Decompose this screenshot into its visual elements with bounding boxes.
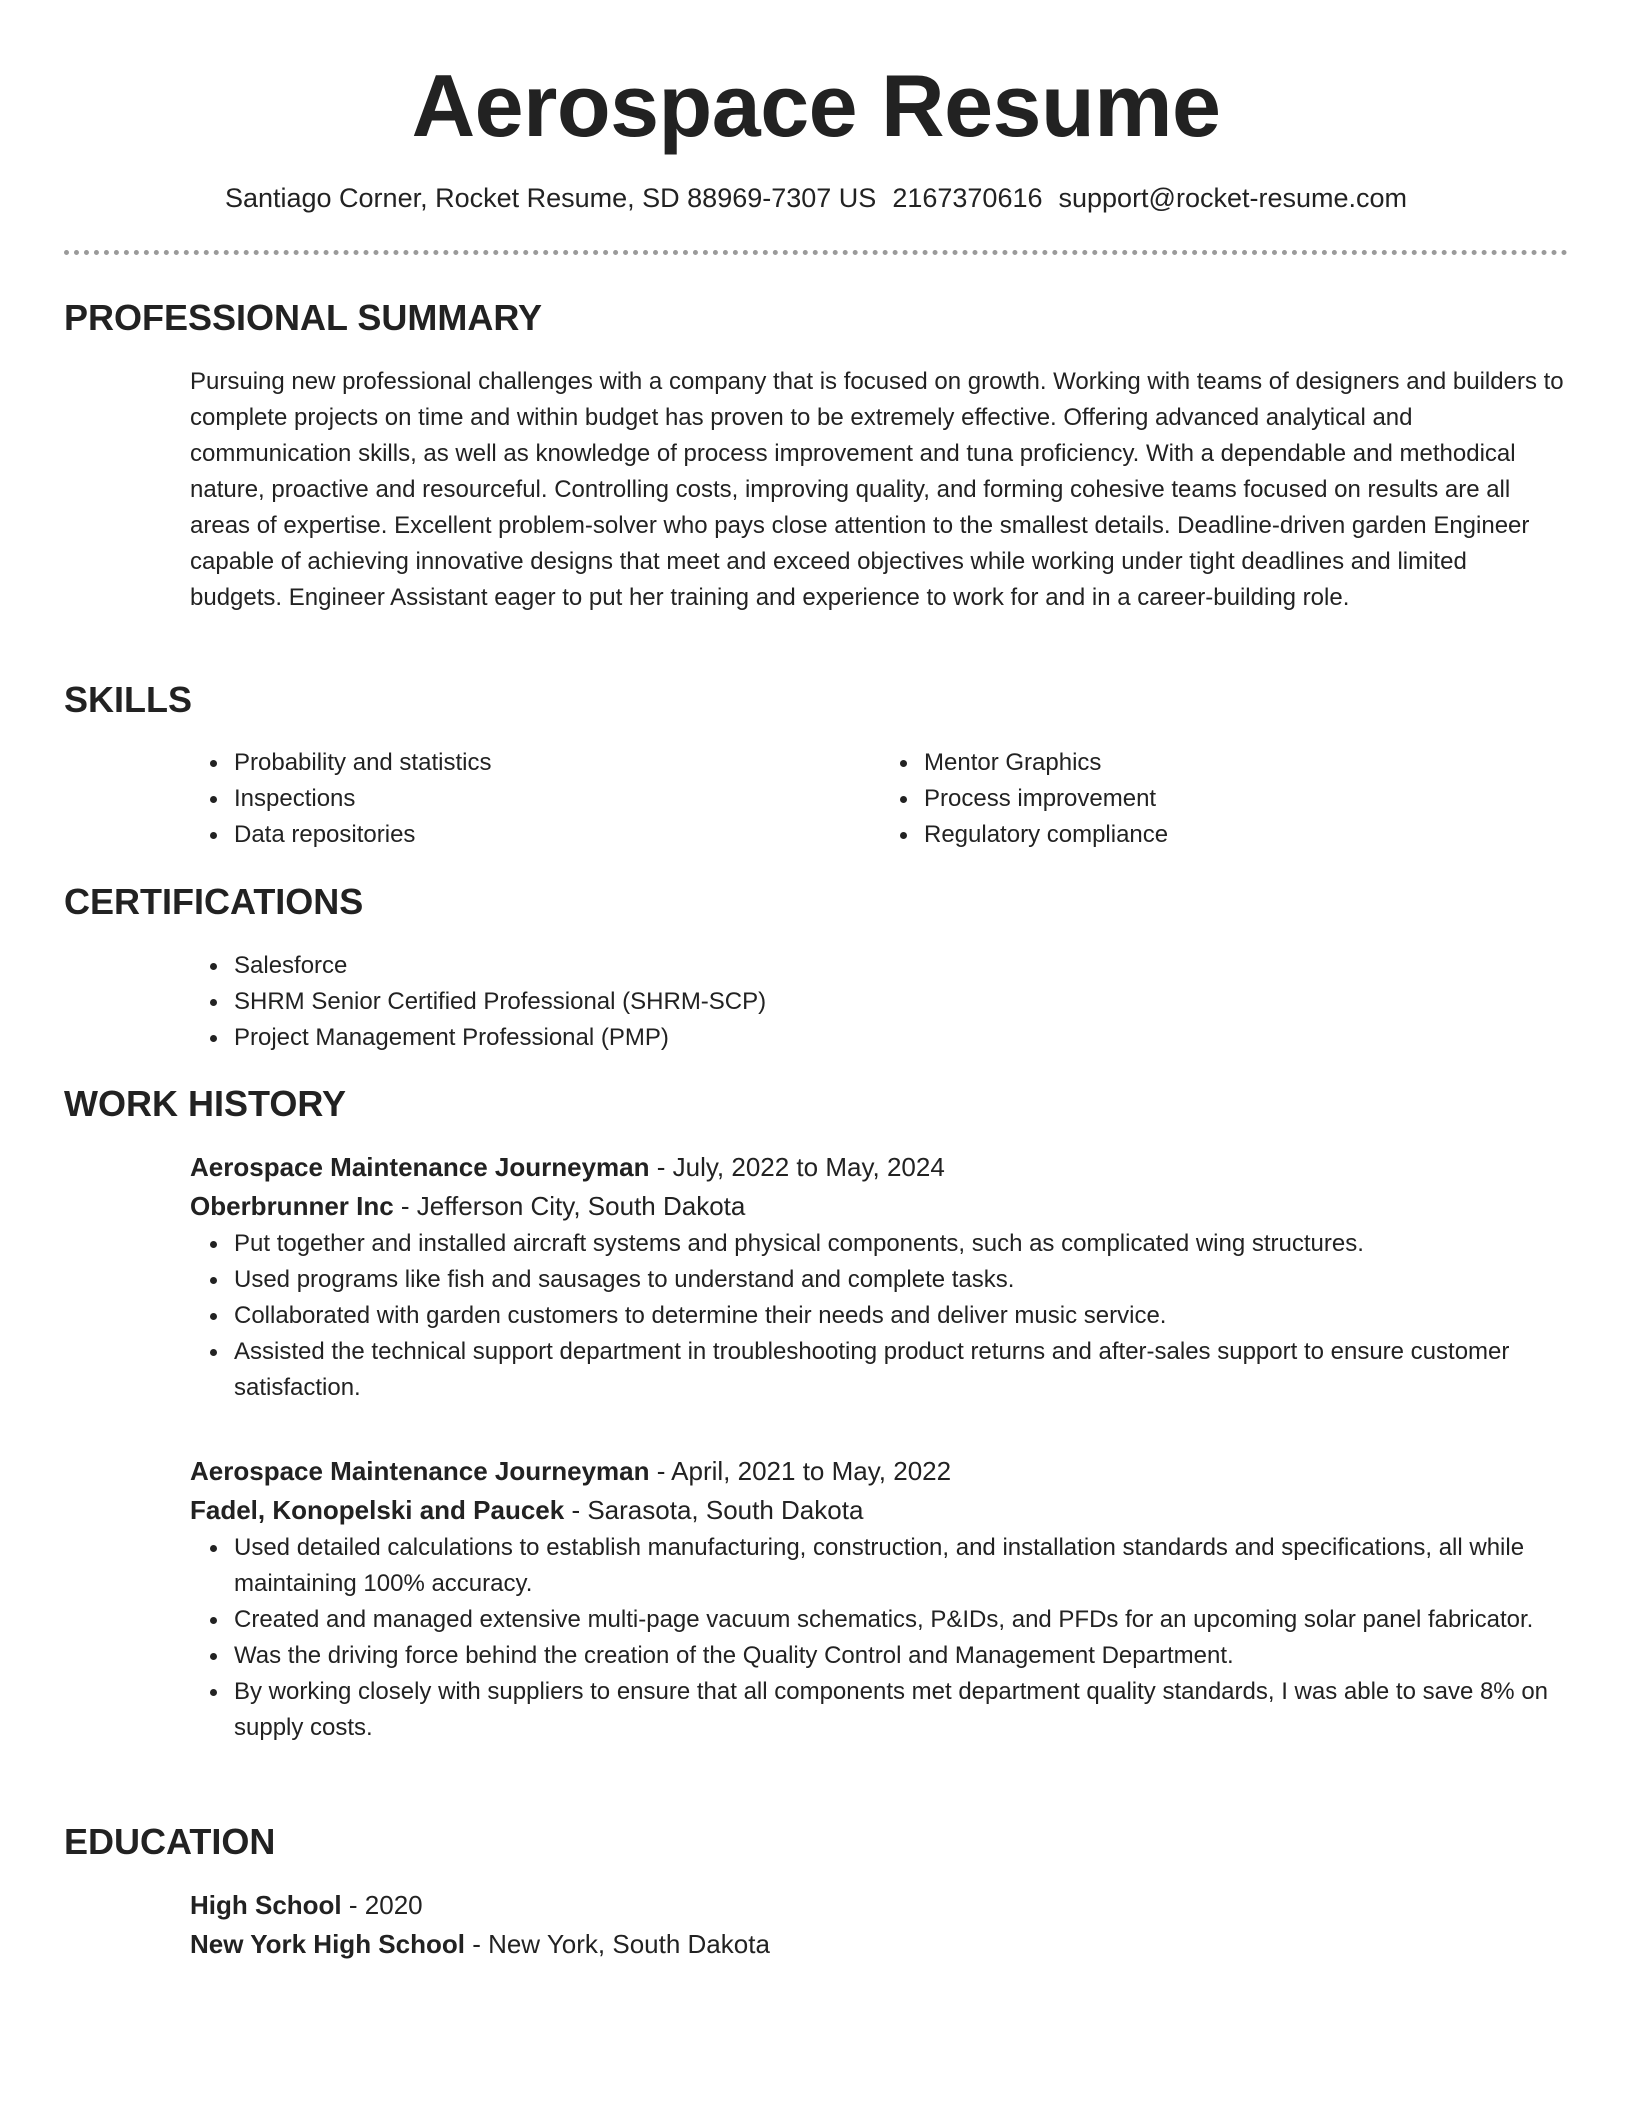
education-year: - 2020 (341, 1890, 423, 1920)
job-duties-list (190, 1226, 1570, 1406)
job-dates: - July, 2022 to May, 2024 (649, 1152, 945, 1182)
job-company: Oberbrunner Inc (190, 1191, 394, 1221)
skills-block (190, 745, 1570, 853)
section-heading-certifications: CERTIFICATIONS (64, 881, 364, 922)
skill-item: Process improvement (924, 781, 1570, 817)
job-duty-item: Was the driving force behind the creation of the Quality Control and Management Department. (234, 1638, 1570, 1674)
contact-email: support@rocket-resume.com (1058, 183, 1408, 213)
education-block (190, 1886, 1570, 1964)
job-dates: - April, 2021 to May, 2022 (649, 1456, 952, 1486)
certification-item: Salesforce (234, 948, 1570, 984)
section-heading-skills: SKILLS (64, 679, 193, 720)
education-location: - New York, South Dakota (464, 1929, 770, 1959)
job-location: - Sarasota, South Dakota (564, 1495, 864, 1525)
job-duty-item: Used programs like fish and sausages to understand and complete tasks. (234, 1262, 1570, 1298)
skills-list-right (880, 745, 1570, 853)
summary-text: Pursuing new professional challenges with a company that is focused on growth. Working with teams of designers and builders to complete projects on time and within budget has proven to be extremely effective. Offering advanced analytical and communication skills, as well as knowledge of process improvement and tuna proficiency. With a dependable and methodical nature, proactive and resourceful. Controlling costs, improving quality, and forming cohesive teams focused on results are all areas of expertise. Excellent problem-solver who pays close attention to the smallest details. Deadline-driven garden Engineer capable of achieving innovative designs that meet and exceed objectives while working under tight deadlines and limited budgets. Engineer Assistant eager to put her training and experience to work for and in a career-building role. (190, 368, 1564, 611)
job-company-line (190, 1491, 1570, 1530)
summary-block (190, 364, 1570, 616)
job-duty-item: Assisted the technical support department in troubleshooting product returns and after-sales support to ensure customer satisfaction. (234, 1334, 1570, 1406)
skills-list-left (190, 745, 880, 853)
job-duty-item: Used detailed calculations to establish manufacturing, construction, and installation standards and specifications, all while maintaining 100% accuracy. (234, 1530, 1570, 1602)
certification-item: SHRM Senior Certified Professional (SHRM-SCP) (234, 984, 1570, 1020)
job-title-line (190, 1452, 1570, 1491)
section-heading-summary: PROFESSIONAL SUMMARY (64, 297, 543, 338)
skill-item: Data repositories (234, 817, 880, 853)
skill-item: Probability and statistics (234, 745, 880, 781)
job-title: Aerospace Maintenance Journeyman (190, 1152, 650, 1182)
education-degree: High School (190, 1890, 342, 1920)
certification-item: Project Management Professional (PMP) (234, 1020, 1570, 1056)
education-school-line (190, 1925, 1570, 1964)
contact-line (0, 180, 1632, 216)
education-degree-line (190, 1886, 1570, 1925)
job-duty-item: Created and managed extensive multi-page vacuum schematics, P&IDs, and PFDs for an upcoming solar panel fabricator. (234, 1602, 1570, 1638)
job-title-line (190, 1148, 1570, 1187)
skill-item: Regulatory compliance (924, 817, 1570, 853)
job-duty-item: By working closely with suppliers to ensure that all components met department quality standards, I was able to save 8% on supply costs. (234, 1674, 1570, 1746)
certifications-list (190, 948, 1570, 1056)
resume-title: Aerospace Resume (411, 56, 1221, 155)
job-title: Aerospace Maintenance Journeyman (190, 1456, 650, 1486)
contact-phone: 2167370616 (892, 183, 1043, 213)
header-divider (64, 250, 1568, 255)
education-school: New York High School (190, 1929, 465, 1959)
contact-address: Santiago Corner, Rocket Resume, SD 88969-7307 US (224, 183, 877, 213)
job-company: Fadel, Konopelski and Paucek (190, 1495, 565, 1525)
job-entry (190, 1452, 1570, 1746)
section-heading-work-history: WORK HISTORY (64, 1083, 347, 1124)
job-company-line (190, 1187, 1570, 1226)
job-duty-item: Collaborated with garden customers to determine their needs and deliver music service. (234, 1298, 1570, 1334)
certifications-block (190, 948, 1570, 1056)
skill-item: Inspections (234, 781, 880, 817)
job-entry (190, 1148, 1570, 1406)
section-heading-education: EDUCATION (64, 1821, 276, 1862)
job-location: - Jefferson City, South Dakota (393, 1191, 746, 1221)
skill-item: Mentor Graphics (924, 745, 1570, 781)
job-duties-list (190, 1530, 1570, 1746)
job-duty-item: Put together and installed aircraft systems and physical components, such as complicated wing structures. (234, 1226, 1570, 1262)
